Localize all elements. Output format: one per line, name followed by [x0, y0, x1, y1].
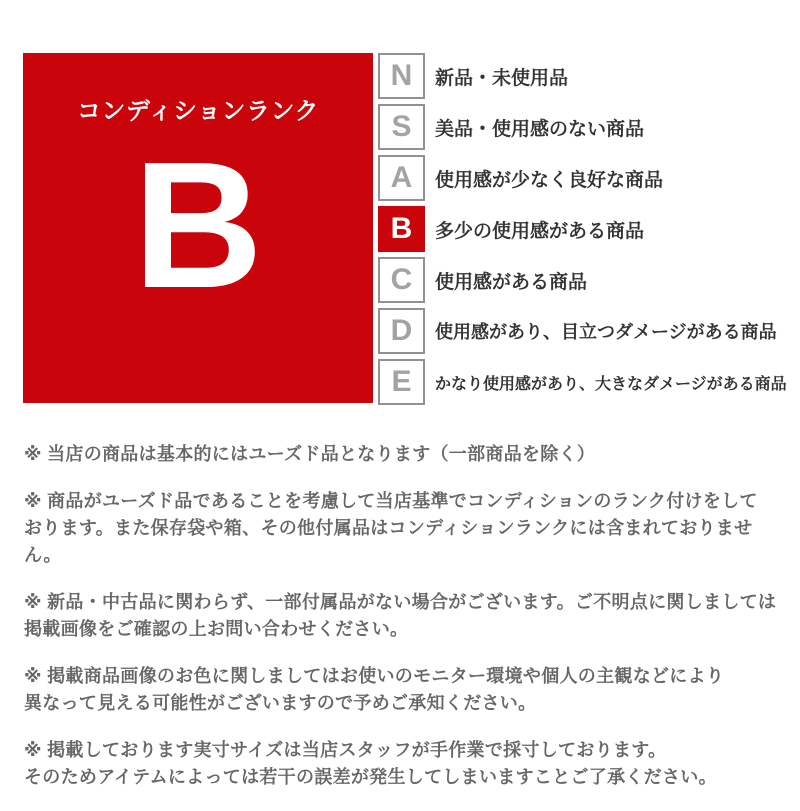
rank-description: 多少の使用感がある商品 [435, 220, 645, 242]
rank-letter: B [390, 212, 413, 245]
rank-description: 新品・未使用品 [435, 67, 569, 89]
rank-description: 使用感が少なく良好な商品 [435, 169, 664, 191]
condition-rank-letter: B [133, 125, 263, 326]
rank-description: かなり使用感があり、大きなダメージがある商品 [435, 375, 787, 393]
note-missing-accessories: ※ 新品・中古品に関わらず、一部付属品がない場合がございます。ご不明点に関しましては 掲載画像をご確認の上お問い合わせください。 [24, 592, 777, 639]
note-measurement: ※ 掲載しております実寸サイズは当店スタッフが手作業で採寸しております。 そのためアイテムによっては若干の誤差が発生してしまいますことご了承ください。 [24, 740, 717, 787]
rank-row-c [378, 257, 787, 303]
rank-row-a [378, 155, 787, 201]
rank-row-n [378, 53, 787, 99]
rank-letter: E [391, 365, 412, 398]
rank-letter-box-b-active [378, 206, 425, 252]
rank-description: 使用感がある商品 [435, 271, 588, 293]
note-rank-criteria: ※ 商品がユーズド品であることを考慮して当店基準でコンディションのランク付けをして おります。また保存袋や箱、その他付属品はコンディションランクには含まれておりません。 [24, 491, 758, 565]
rank-letter-box-d [378, 308, 425, 354]
rank-letter-box-a [378, 155, 425, 201]
rank-letter: D [390, 314, 413, 347]
rank-description: 美品・使用感のない商品 [435, 118, 645, 140]
rank-description: 使用感があり、目立つダメージがある商品 [435, 322, 777, 342]
rank-letter: A [390, 161, 413, 194]
rank-row-b-active [378, 206, 787, 252]
rank-letter: C [390, 263, 413, 296]
disclaimer-notes [24, 441, 790, 811]
rank-row-s [378, 104, 787, 150]
condition-rank-square [23, 53, 373, 403]
rank-letter-box-c [378, 257, 425, 303]
rank-legend [378, 53, 787, 410]
note-used-items: ※ 当店の商品は基本的にはユーズド品となります（一部商品を除く） [24, 444, 596, 464]
condition-rank-title: コンディションランク [76, 98, 320, 125]
rank-letter-box-e [378, 359, 425, 405]
rank-row-e [378, 359, 787, 405]
rank-letter: N [390, 59, 413, 92]
rank-letter-box-n [378, 53, 425, 99]
rank-letter: S [391, 110, 412, 143]
rank-letter-box-s [378, 104, 425, 150]
rank-row-d [378, 308, 787, 354]
note-color-difference: ※ 掲載商品画像のお色に関しましてはお使いのモニター環境や個人の主観などにより 異なって見える可能性がございますので予めご承知ください。 [24, 666, 725, 713]
